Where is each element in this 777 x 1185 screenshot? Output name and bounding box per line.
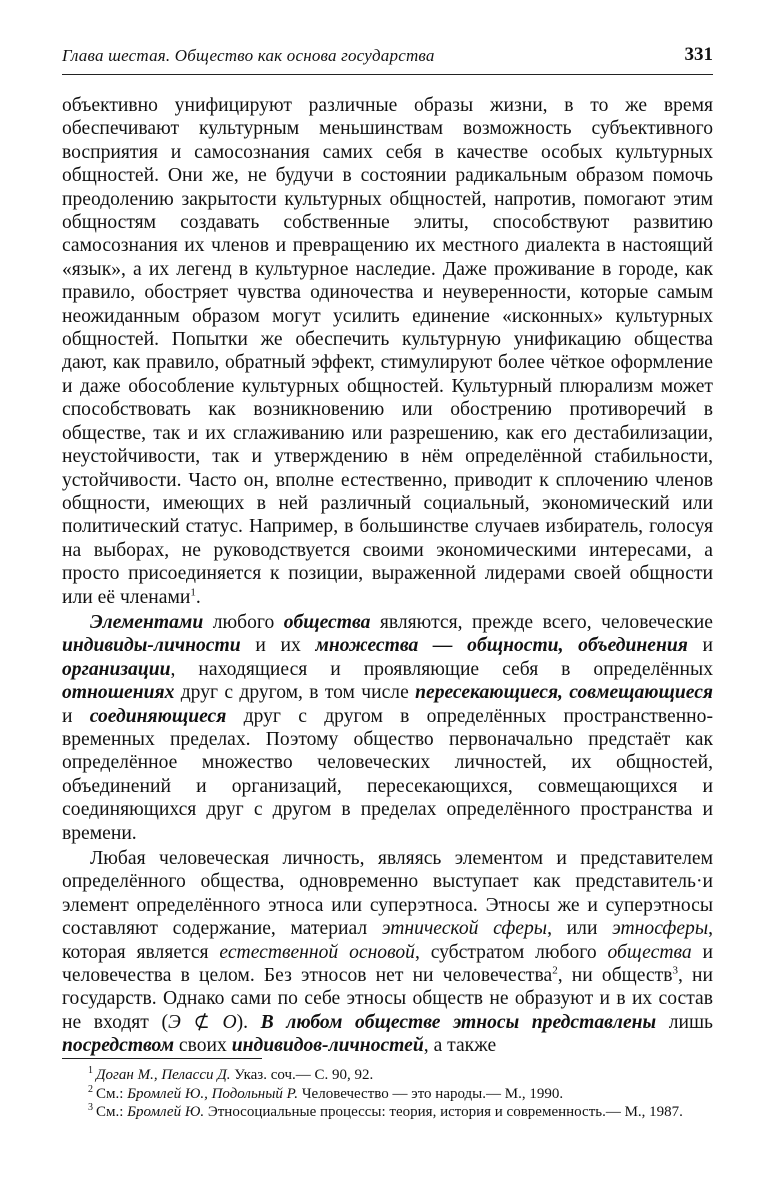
footnote-prefix: См.: (96, 1085, 128, 1102)
text-run: , субстратом любого (414, 941, 608, 963)
paragraph-1-text: объективно унифицируют различные образы жизни, в то же время обеспечивают культурным меньшинствам возможность субъективного восприятия и самосознания самих себя в качестве особых культурных общностей. Они же, не будучи в состоянии радикальным образом помочь преодолению закрытости культурных общностей, напротив, помогают этим общностям создавать собственные элиты, способствуют развитию самосознания их членов и превращению их местного диалекта в настоящий «язык», а их легенд в культурное наследие. Даже проживание в городе, как правило, обостряет чувства одиночества и неуверенности, которые самым неожиданным образом могут усилить единение «исконных» культурных общностей. Попытки же обеспечить культурную унификацию общества дают, как правило, обратный эффект, стимулируют более чёткое оформление и даже обособление культурных общностей. Культурный плюрализм может способствовать как возникновению или обострению противоречий в обществе, так и их сглаживанию или разрешению, как его дестабилизации, неустойчивости, так и утверждению в нём определённой стабильности, устойчивости. Часто он, вполне естественно, приводит к сплочению членов общности, имеющих в ней различный социальный, экономический или политический статус. Например, в большинстве случаев избиратель, голосуя на выборах, не руководствуется своими экономическими интересами, а просто присоединяется к позиции, выраженной лидерами своей общности или её членами (62, 95, 713, 608)
running-header (62, 44, 713, 75)
text-run: любого (203, 611, 284, 633)
term-communities: множества — общности, объединения (315, 635, 688, 657)
term-elements: Элементами (90, 611, 204, 633)
term-intersecting: пересекающиеся, совмещающиеся (415, 682, 714, 704)
term-society: общества (607, 941, 692, 963)
text-run: Любая человеческая личность, являясь элементом и представителем определённого общества, одновременно выступает как представитель·и элемент определённого этноса или суперэтноса. Этносы же и суперэтносы составляют содержание, материал (62, 848, 713, 940)
footnote-3 (62, 1103, 713, 1122)
text-run: и (687, 635, 714, 657)
footnote-prefix: См.: (96, 1104, 128, 1120)
term-by-means: посредством (62, 1035, 175, 1057)
term-natural-basis: естественной основой (219, 941, 415, 963)
text-run: , находящиеся и проявляющие себя в определённых (170, 658, 713, 680)
footnote-divider (62, 1058, 262, 1059)
text-run: и их (240, 635, 316, 657)
footnote-ref-3: 3 (672, 964, 678, 977)
footnote-mark: 2 (88, 1083, 93, 1095)
paragraph-1: объективно унифицируют различные образы жизни, в то же время обеспечивают культурным меньшинствам возможность субъективного восприятия и самосознания самих себя в качестве особых культурных общностей. Они же, не будучи в состоянии радикальным образом помочь преодолению закрытости культурных общностей, напротив, помогают этим общностям создавать собственные элиты, способствуют развитию самосознания их членов и превращению их местного диалекта в настоящий «язык», а их легенд в культурное наследие. Даже проживание в городе, как правило, обостряет чувства одиночества и неуверенности, которые самым неожиданным образом могут усилить единение «исконных» культурных общностей. Попытки же обеспечить культурную унификацию общества дают, как правило, обратный эффект, стимулируют более чёткое оформление и даже обособление культурных общностей. Культурный плюрализм может способствовать как возникновению или обострению противоречий в обществе, так и их сглаживанию или разрешению, как его дестабилизации, неустойчивости, так и утверждению в нём определённой стабильности, устойчивости. Часто он, вполне естественно, приводит к сплочению членов общности, имеющих в ней различный социальный, экономический или политический статус. Например, в большинстве случаев избиратель, голосуя на выборах, не руководствуется своими экономическими интересами, а просто присоединяется к позиции, выраженной лидерами своей общности или её членами$^1$. (62, 95, 713, 608)
footnote-mark: 3 (88, 1102, 93, 1113)
text-run: являются, прежде всего, человеческие (370, 611, 713, 633)
footnote-text: Человечество — это народы.— М., 1990. (298, 1085, 564, 1102)
text-run: друг с другом в определённых пространственно-временных пределах. Поэтому общество первоначально предстаёт как определённое множество человеческих личностей, их общностей, объединений и организаций, пересекающихся, совмещающихся и соединяющихся друг с другом в пределах определённого пространства и времени. (62, 705, 713, 844)
footnote-ref-1: 1 (190, 586, 196, 598)
chapter-title: Глава шестая. Общество как основа государства (62, 46, 435, 65)
footnote-authors: Бромлей Ю., Подольный Р. (127, 1085, 299, 1102)
text-run: и человечества в целом. Без этносов нет ни человечества (62, 941, 713, 987)
paragraph-2 (62, 611, 713, 845)
term-organizations: организации (62, 658, 171, 680)
term-connecting: соединяющиеся (89, 705, 227, 727)
footnote-ref-2: 2 (552, 964, 558, 977)
term-society: общества (283, 611, 371, 633)
formula: Э ⊄ О (168, 1011, 237, 1033)
footnote-text: Указ. соч.— С. 90, 92. (230, 1067, 374, 1083)
text-run: ). (236, 1011, 261, 1033)
text-run: , а также (423, 1035, 497, 1057)
term-individuals: индивиды-личности (62, 635, 241, 657)
term-ethnic-sphere: этнической сферы (381, 918, 548, 940)
text-run: своих (174, 1035, 232, 1057)
footnote-authors: Доган М., Пеласси Д. (96, 1067, 231, 1083)
footnote-mark: 1 (88, 1065, 93, 1076)
term-ethnosphere: этносферы (612, 918, 709, 940)
text-run: , ни обществ (557, 965, 673, 987)
term-ethnos-represented: В любом обществе этносы представлены (260, 1011, 657, 1033)
footnote-text: Этносоциальные процессы: теория, история и современность.— М., 1987. (204, 1104, 683, 1120)
term-relations: отношениях (62, 682, 175, 704)
text-run: лишь (656, 1011, 713, 1033)
main-text (62, 94, 713, 1058)
footnotes (62, 1066, 713, 1122)
text-run: , ни государств. Однако сами по себе этносы обществ не образуют и в их состав не входят ( (62, 965, 713, 1033)
text-run: , или (547, 918, 613, 940)
footnote-authors: Бромлей Ю. (127, 1104, 205, 1120)
paragraph-3 (62, 847, 713, 1058)
footnote-2 (62, 1085, 713, 1104)
term-individuals: индивидов-личностей (231, 1035, 424, 1057)
text-run: и (62, 705, 90, 727)
text-run: друг с другом, в том числе (174, 682, 416, 704)
footnote-1 (62, 1066, 713, 1085)
page-number: 331 (684, 44, 713, 65)
text-run: , которая является (62, 918, 713, 963)
